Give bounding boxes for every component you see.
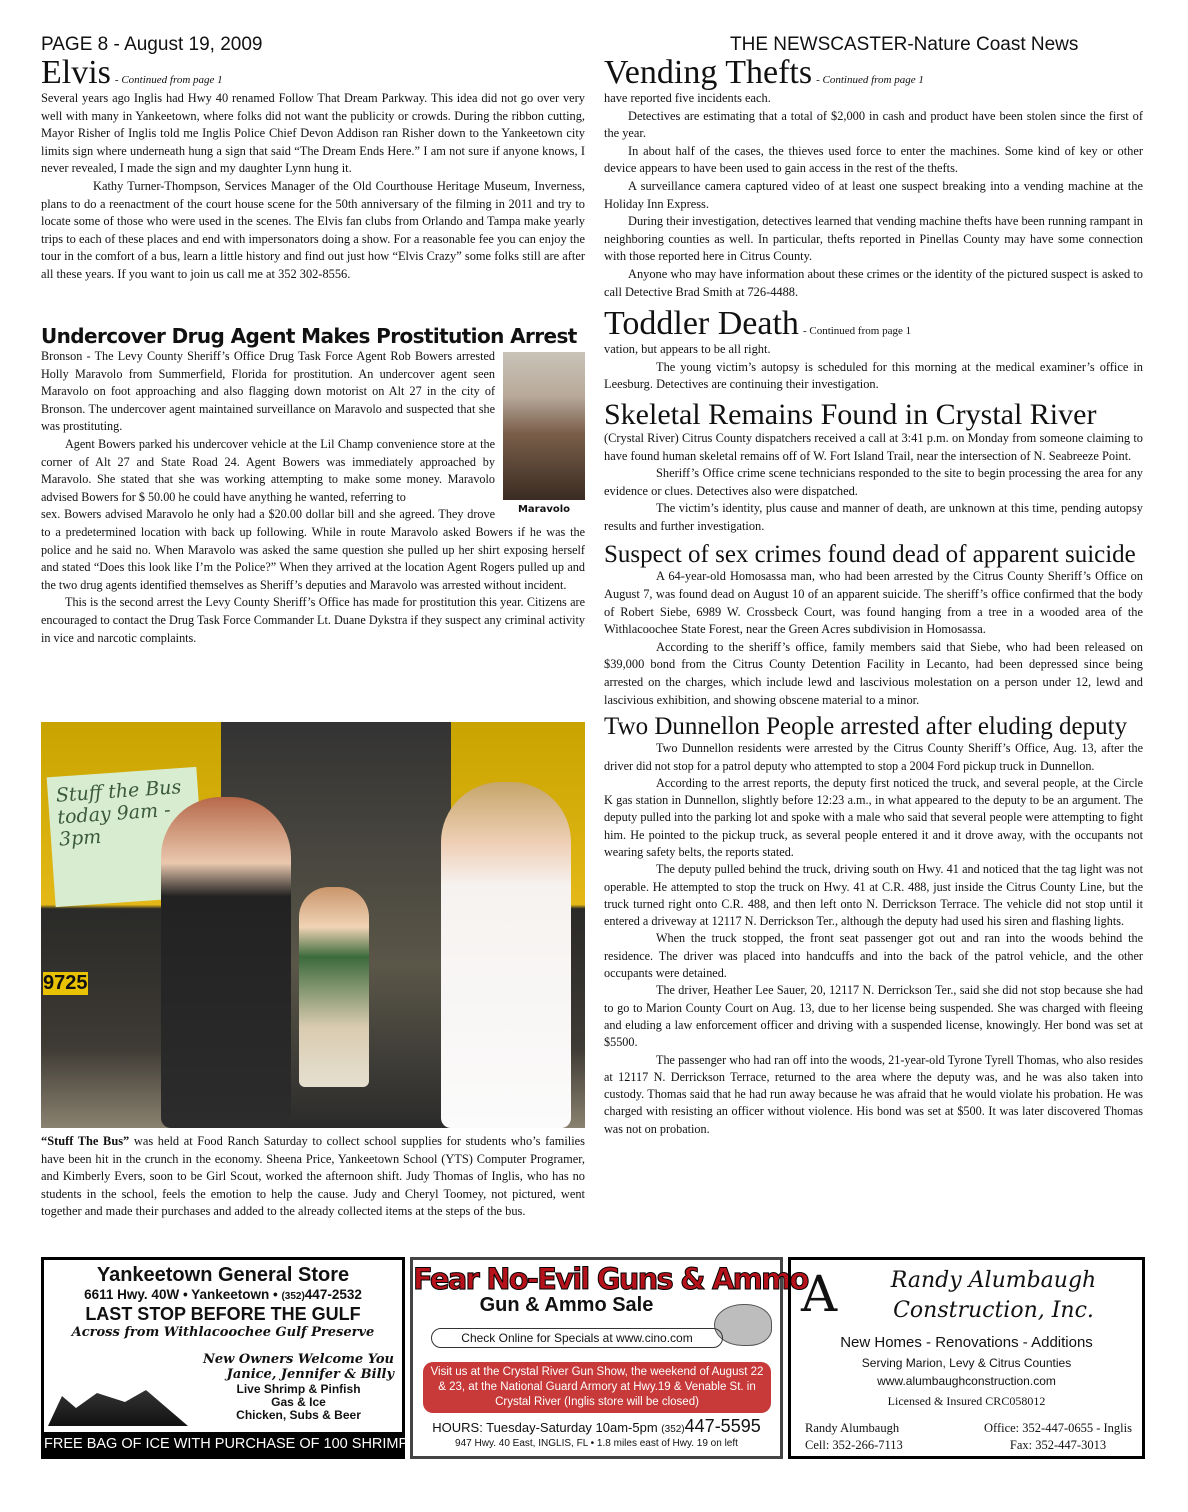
vending-continued: - Continued from page 1 [816, 74, 924, 86]
skeletal-paragraph: The victim’s identity, plus cause and manner of death, are unknown at this time, pending autopsy results and further investigation. [604, 501, 1143, 533]
construction-license: Licensed & Insured CRC058012 [887, 1394, 1046, 1408]
skeletal-paragraph: (Crystal River) Citrus County dispatchers received a call at 3:41 p.m. on Monday from someone claiming to have found human skeletal remains off of W. Fort Island Trail, near the intersection of N. Seabreeze Point. [604, 430, 1143, 463]
undercover-paragraph: This is the second arrest the Levy County Sheriff’s Office has made for prostitution this year. Citizens are encouraged to contact the Drug Task Force Commander Lt. Duane Dykstra if they suspect any criminal activity in vice and narcotic complaints. [41, 595, 585, 645]
store-footer: FREE BAG OF ICE WITH PURCHASE OF 100 SHRIMP! [44, 1432, 402, 1456]
right-column [604, 56, 1143, 1138]
publication-name: THE NEWSCASTER-Nature Coast News [730, 34, 1079, 55]
construction-serving: Serving Marion, Levy & Citrus Counties [861, 1356, 1072, 1370]
skeletal-headline: Skeletal Remains Found in Crystal River [604, 397, 1097, 431]
toddler-headline [604, 307, 1143, 341]
page-number-date: PAGE 8 - August 19, 2009 [41, 34, 263, 55]
suspect-paragraph: According to the sheriff’s office, family members said that Siebe, who had been released on $39,000 bond from the Citrus County Detention Facility in Lecanto, had been depressed since being arrested on the charges, which include lewd and lascivious molestation on a person under 12, lewd and lascivious exhibition, and showing obscene material to a minor. [604, 639, 1143, 707]
caption-title: “Stuff The Bus” [41, 1134, 130, 1148]
guns-hours: HOURS: Tuesday-Saturday 10am-5pm (352)447-5595 [432, 1416, 761, 1436]
undercover-headline: Undercover Drug Agent Makes Prostitution Arrest [41, 324, 577, 348]
woman-left [161, 797, 291, 1128]
elvis-title: Elvis [41, 54, 111, 91]
handmade-sign: Stuff the Bus today 9am - 3pm [47, 767, 206, 907]
girl-center [299, 887, 369, 1087]
elvis-headline [41, 56, 585, 90]
elvis-paragraph: Kathy Turner-Thompson, Services Manager of the Old Courthouse Heritage Museum, Inverness, plans to do a reenactment of the court house scene for the 50th anniversary of the filming in 2011 and try to locate some of those who were used in the scenes. The Elvis fan clubs from Orlando and Tampa make yearly trips to each of these places and end with impersonators doing a show. For a reasonable fee you can enjoy the tour in the comfort of a bus, learn a little history and find out just how “Elvis Crazy” some folks still are after all these years. If you want to join us call me at 352 302-8556. [41, 178, 585, 281]
vending-paragraph: Detectives are estimating that a total of $2,000 in cash and product have been stolen since the first of the year. [604, 108, 1143, 141]
vending-paragraph: have reported five incidents each. [604, 91, 771, 105]
guns-sale: Gun & Ammo Sale [479, 1294, 654, 1316]
toddler-paragraph: vation, but appears to be all right. [604, 342, 771, 357]
construction-ad [788, 1257, 1145, 1459]
dunnellon-paragraph: According to the arrest reports, the deputy first noticed the truck, and several people, at the Circle K gas station in Dunnellon, slightly before 12:23 a.m., in what appeared to the deputy to be an argument. The deputy pulled into the parking lot and spoke with a male who said that several people were attempting to fight him. He pointed to the pickup truck, as several people entered it and it drove away, with the occupants not wearing safety belts, the reports stated. [604, 775, 1143, 859]
construction-logo-icon: A [801, 1265, 838, 1323]
vending-headline [604, 56, 1143, 90]
toddler-body [604, 341, 1143, 394]
maravolo-photo [503, 352, 585, 520]
store-tagline: LAST STOP BEFORE THE GULF [85, 1304, 361, 1324]
undercover-paragraph: sex. Bowers advised Maravolo he only had a $20.00 dollar bill and she agreed. They drove to a predetermined location with back up following. While in route Maravolo asked Bowers if he was the police and he said no. When Maravolo was asked the same question she pulled up her shirt exposing herself and stated “Does this look like I’m the Police?” When they arrived at the location Agent Rogers pulled up and the two drug agents identified themselves as Sheriff’s deputies and Maravolo was arrested without incident. [41, 507, 585, 592]
store-name: Yankeetown General Store [96, 1264, 350, 1286]
toddler-paragraph: The young victim’s autopsy is scheduled for this morning at the medical examiner’s office in Leesburg. Detectives are continuing their investigation. [604, 359, 1143, 392]
dunnellon-paragraph: When the truck stopped, the front seat passenger got out and ran into the woods behind the residence. The driver was placed into handcuffs and into the back of the patrol vehicle, and the other occupants were detained. [604, 931, 1143, 981]
undercover-paragraph: Agent Bowers parked his undercover vehicle at the Lil Champ convenience store at the corner of Alt 27 and State Road 24. Agent Bowers was immediately approached by Maravolo. She stated that she was working attempting to make some money. Maravolo advised Bowers for $ 50.00 he could have anything he wanted, referring to [41, 436, 495, 504]
dunnellon-body [604, 740, 1143, 1138]
vending-title: Vending Thefts [604, 54, 813, 91]
guns-store-name: Fear No-Evil Guns & Ammo [413, 1262, 808, 1296]
construction-website[interactable]: www.alumbaughconstruction.com [877, 1374, 1056, 1388]
undercover-paragraph: Bronson - The Levy County Sheriff’s Office Drug Task Force Agent Rob Bowers arrested Holly Maravolo from Summerfield, Florida for prostitution. An undercover agent seen Maravolo on foot approaching and also flagging down motorist on Alt 27 in the city of Bronson. The undercover agent maintained surveillance on Maravolo and suspected that she was prostituting. [41, 349, 495, 434]
guns-ammo-ad [410, 1257, 808, 1459]
toddler-continued: - Continued from page 1 [802, 325, 912, 338]
suspect-body [604, 568, 1143, 709]
elvis-continued: - Continued from page 1 [114, 74, 223, 86]
vending-paragraph: Anyone who may have information about these crimes or the identity of the pictured suspect is asked to call Detective Brad Smith at 726-4488. [604, 266, 1143, 299]
vending-paragraph: A surveillance camera captured video of at least one suspect breaking into a vending machine at the Holiday Inn Express. [604, 178, 1143, 211]
elvis-paragraph: Several years ago Inglis had Hwy 40 renamed Follow That Dream Parkway. This idea did not go over very well with many in Yankeetown, where folks did not want the publicity or crowds. During the ribbon cutting, Mayor Risher of Inglis told me Inglis Police Chief Devon Addison ran Risher down to the Yankeetown city limits sign where underneath hung a sign that said “The Dream Ends Here.” I am not sure if anyone knows, I never revealed, I made the sign and my daughter Lynn hung it. [41, 91, 585, 176]
elvis-article [41, 56, 585, 284]
toddler-title: Toddler Death [604, 305, 799, 343]
construction-office: Office: 352-447-0655 - Inglis Fax: 352-447-3013 [983, 1421, 1132, 1452]
construction-services: New Homes - Renovations - Additions [840, 1334, 1093, 1351]
bus-number: 9725 [43, 972, 88, 994]
dunnellon-paragraph: The passenger who had ran off into the woods, 21-year-old Tyrone Tyrell Thomas, who also resides at 12117 N. Derrickson Terrace, returned to the area where the deputy was, and he was also taken into custody. Thomas said that he had run away because he was afraid that he would violate his probation. He was charged with resisting an officer without violence. His bond was set at $500. It was later discovered Thomas was not on probation. [604, 1052, 1143, 1136]
guns-show: Visit us at the Crystal River Gun Show, the weekend of August 22 & 23, at the National Guard Armory at Hwy.19 & Venable St. in Crystal River (Inglis store will be closed) [423, 1362, 771, 1413]
skeletal-body [604, 430, 1143, 536]
guns-online: Check Online for Specials at www.cino.com [431, 1328, 723, 1348]
caption-text: was held at Food Ranch Saturday to collect school supplies for students who’s families have been hit in the crunch in the economy. Sheena Price, Yankeetown School (YTS) Computer Programer, and Kimberly Evers, soon to be Girl Scout, worked the afternoon shift. Judy Thomas of Inglis, who has no students in the school, feels the emotion to help the cause. Judy and Cheryl Toomey, not pictured, went together and made their purchases and added to the already collected items at the steps of the bus. [41, 1134, 586, 1219]
general-store-ad [41, 1257, 413, 1459]
dunnellon-paragraph: The driver, Heather Lee Sauer, 20, 12117 N. Derrickson Ter., said she did not stop because she had to go to Marion County Court on Aug. 13, due to her license being suspended. She was charged with fleeing and eluding a law enforcement officer and driving with a suspended license, knowingly. Her bond was set at $5500. [604, 983, 1143, 1050]
woman-right [441, 782, 571, 1128]
store-owners: New Owners Welcome You Janice, Jennifer & Billy Live Shrimp & Pinfish Gas & Ice Chicken, Subs & Beer [203, 1352, 394, 1422]
vending-paragraph: During their investigation, detectives learned that vending machine thefts have been running rampant in neighboring counties as well. In particular, thefts reported in Pinellas County may have some connection with those reported here in Citrus County. [604, 214, 1143, 264]
suspect-paragraph: A 64-year-old Homosassa man, who had been arrested by the Citrus County Sheriff’s Office on August 7, was found dead on August 10 of an apparent suicide. The sheriff’s office confirmed that the body of Robert Siebe, 6989 W. Crossbeck Court, was found hanging from a tree in a wooded area of the Withlacoochee State Forest, near the Green Acres subdivision in Homosassa. [604, 569, 1143, 637]
heron-icon [48, 1366, 188, 1426]
store-address: 6611 Hwy. 40W • Yankeetown • (352)447-2532 [84, 1287, 362, 1302]
dunnellon-headline: Two Dunnellon People arrested after eluding deputy [604, 713, 1128, 741]
mugshot-image [503, 352, 585, 500]
suspect-headline: Suspect of sex crimes found dead of apparent suicide [604, 541, 1136, 569]
undercover-article [41, 324, 585, 647]
skeletal-paragraph: Sheriff’s Office crime scene technicians responded to the site to begin processing the area for any evidence or clues. Detectives also were dispatched. [604, 466, 1143, 498]
dunnellon-paragraph: Two Dunnellon residents were arrested by the Citrus County Sheriff’s Office, Aug. 13, after the driver did not stop for a patrol deputy who attempted to stop a 2004 Ford pickup truck in Dunnellon. [604, 741, 1143, 773]
construction-contact: Randy Alumbaugh Cell: 352-266-7113 [805, 1421, 903, 1452]
mugshot-caption: Maravolo [517, 504, 571, 515]
elvis-body [41, 90, 585, 284]
vending-paragraph: In about half of the cases, the thieves used force to enter the machines. Some kind of key or other device appears to have been used to gain access in the rest of the thefts. [604, 143, 1143, 176]
store-across: Across from Withlacoochee Gulf Preserve [71, 1325, 375, 1340]
bus-photo-caption [41, 1133, 585, 1221]
dunnellon-paragraph: The deputy pulled behind the truck, driving south on Hwy. 41 and noticed that the tag light was not operable. He attempted to stop the truck on Hwy. 41 at C.R. 488, just inside the Citrus County Line, but the truck turned right onto C.R. 488, and then left onto N. Derrickson Terrace. The vehicle did not stop until it entered a driveway at 12117 N. Derrickson Ter., although the deputy had used his siren and flashing lights. [604, 862, 1143, 929]
construction-name: Randy Alumbaugh Construction, Inc. [890, 1268, 1097, 1323]
stuff-the-bus-photo [41, 722, 585, 1128]
guns-address: 947 Hwy. 40 East, INGLIS, FL • 1.8 miles east of Hwy. 19 on left [455, 1438, 738, 1449]
vending-body [604, 90, 1143, 301]
